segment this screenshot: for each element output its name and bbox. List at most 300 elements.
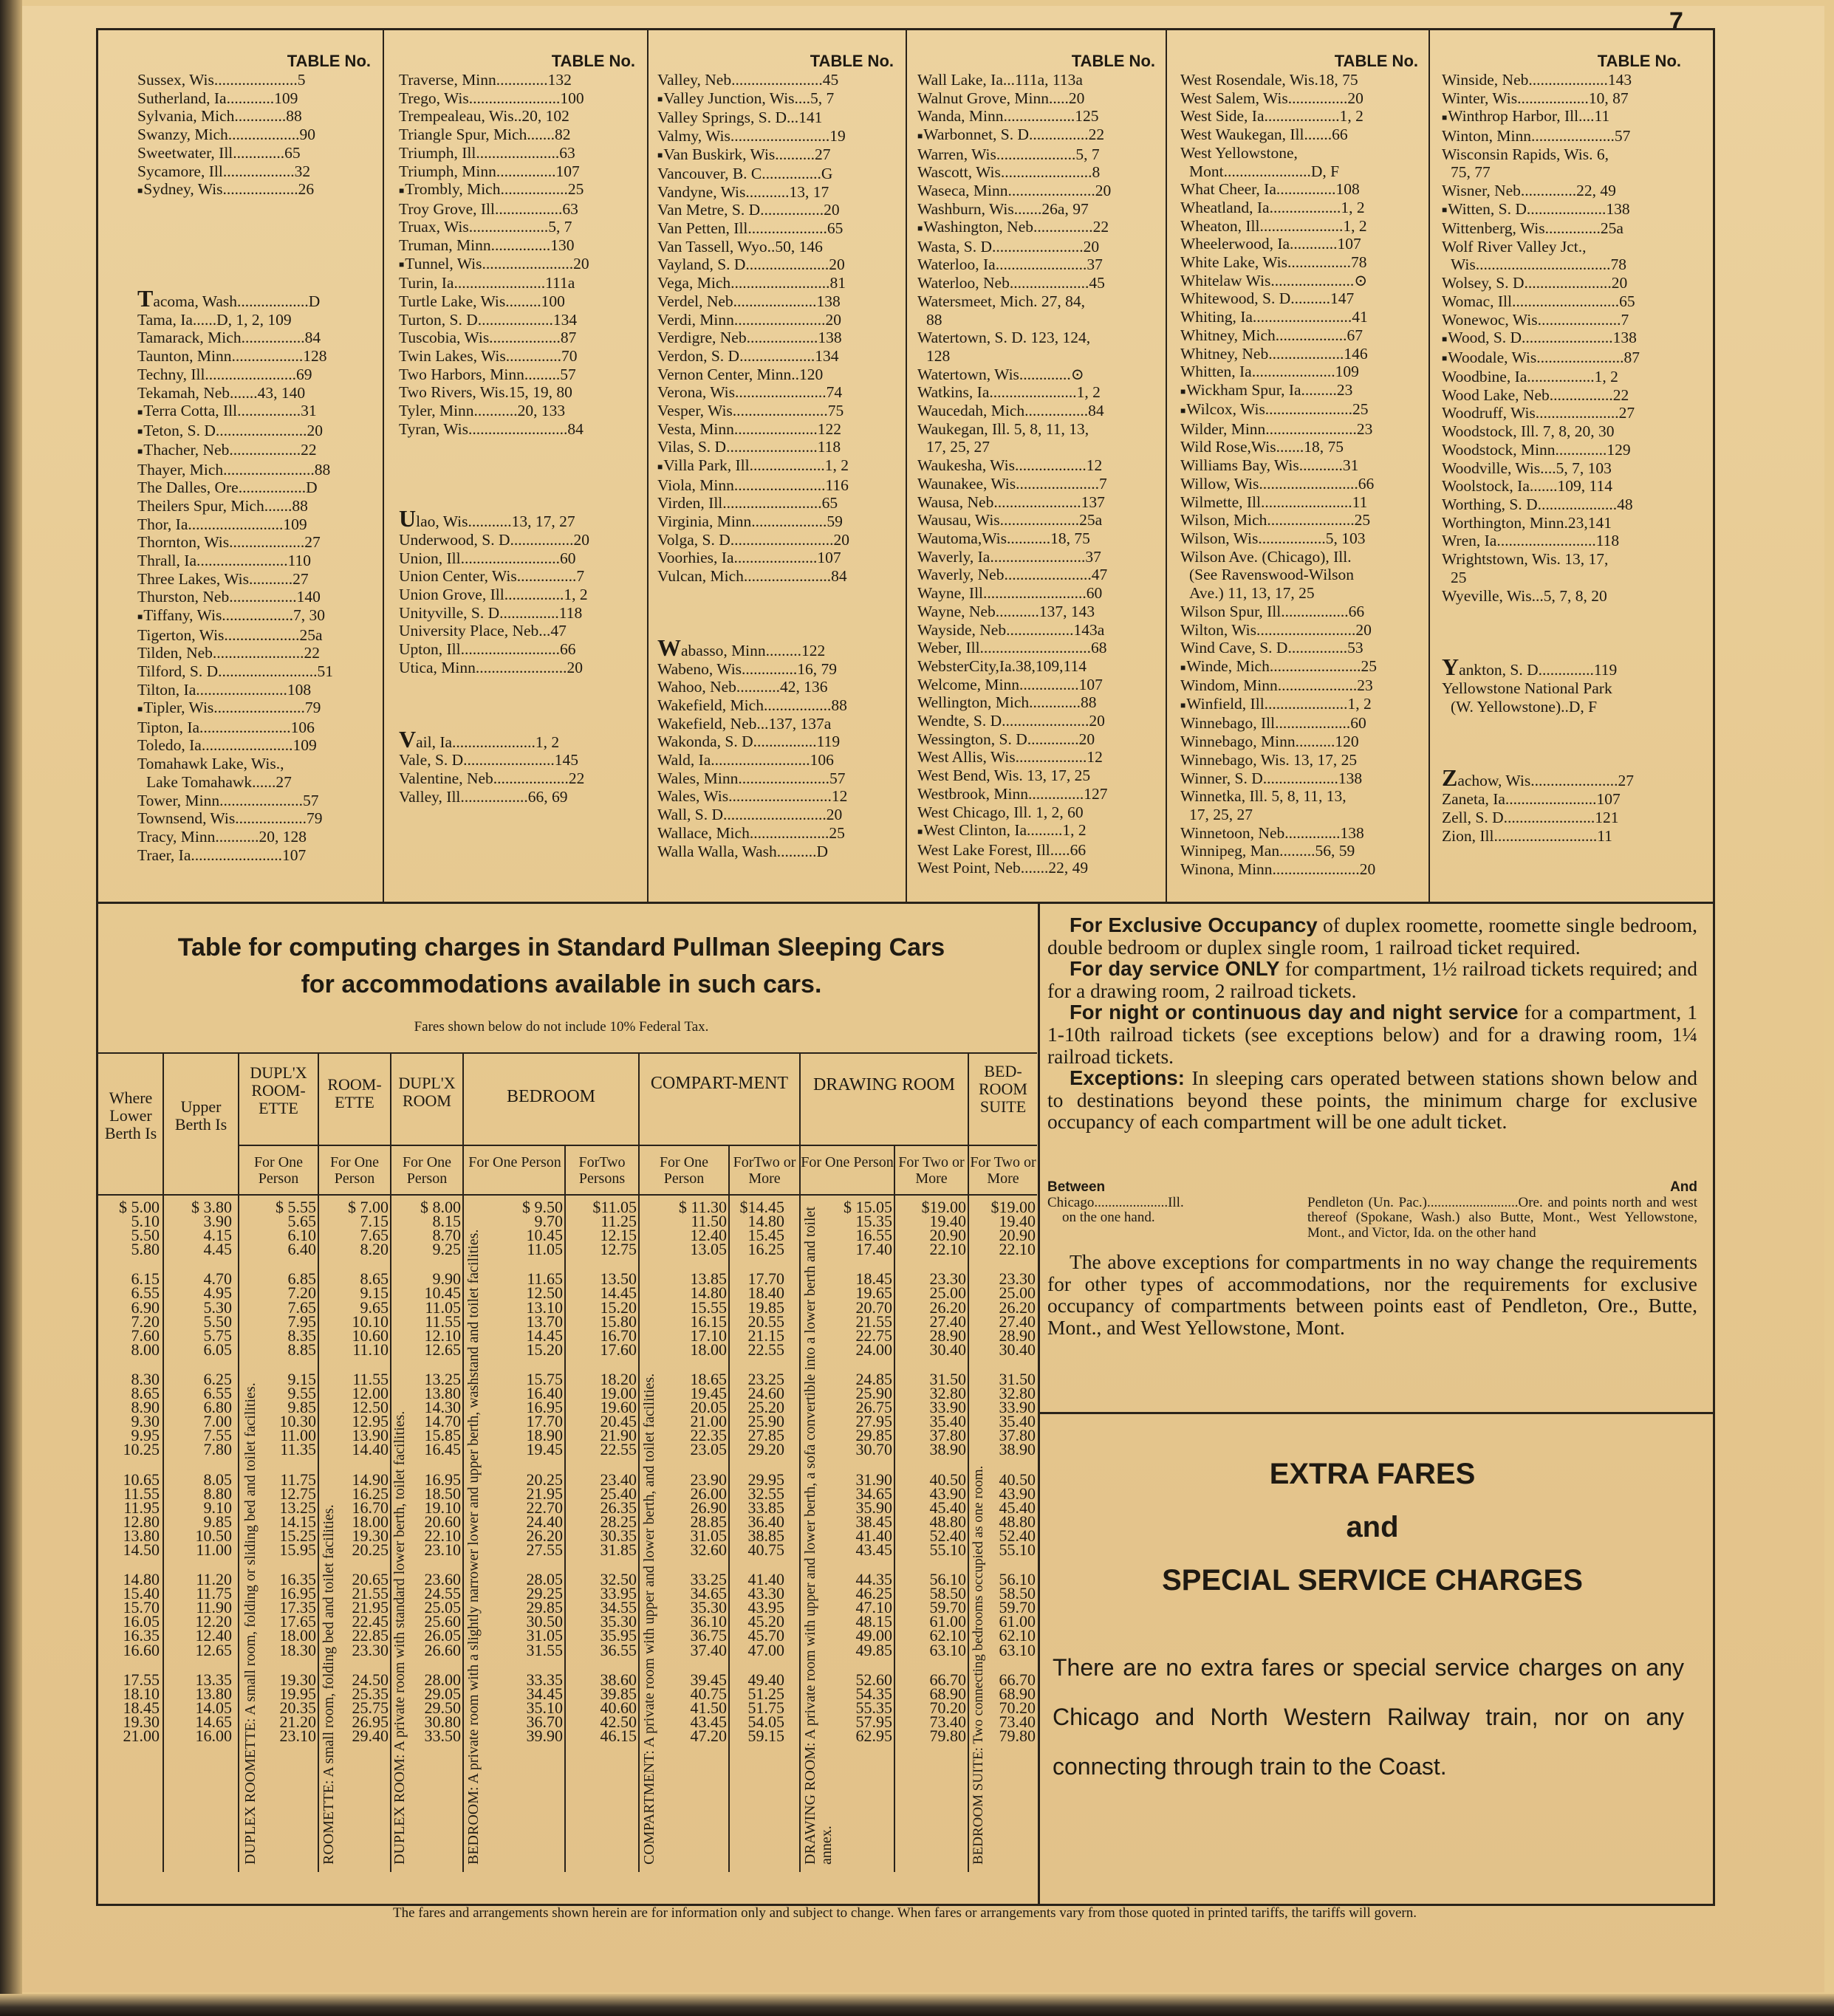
fare-cell: 22.10 <box>424 1526 461 1545</box>
station-entry: West Waukegan, Ill.......66 <box>1180 126 1348 144</box>
fare-cell: 9.25 <box>432 1240 461 1259</box>
col-duplex-room <box>408 1200 461 1758</box>
station-entry: Vesper, Wis........................75 <box>657 402 844 420</box>
fare-cell: 15.35 <box>855 1212 892 1231</box>
station-entry: Volga, S. D..........................20 <box>657 530 850 549</box>
station-entry: Trego, Wis.......................100 <box>399 89 584 107</box>
fare-cell: 16.40 <box>526 1384 563 1403</box>
fare-cell: 12.75 <box>600 1240 637 1259</box>
section-divider <box>96 902 1715 904</box>
fare-cell: 12.50 <box>352 1398 389 1417</box>
rule-text-day: for compartment, 1½ railroad tickets required; and for a drawing room, 2 railroad tickets. <box>1047 957 1697 1002</box>
fare-cell: 14.30 <box>424 1398 461 1417</box>
station-entry: Watertown, Wis.............⊙ <box>917 365 1084 383</box>
station-entry: Watersmeet, Mich. 27, 84, <box>917 292 1085 310</box>
fare-cell: 26.60 <box>424 1640 461 1659</box>
station-entry: Utica, Minn.......................20 <box>399 658 584 676</box>
fare-cell: 20.25 <box>526 1470 563 1489</box>
fare-cell: 54.35 <box>855 1684 892 1703</box>
fare-cell: 18.20 <box>600 1369 637 1388</box>
fare-cell: 59.15 <box>747 1727 784 1745</box>
station-entry: Wald, Ia.........................106 <box>657 751 834 769</box>
fare-cell: 46.25 <box>855 1584 892 1603</box>
station-entry: West Point, Neb.......22, 49 <box>917 859 1089 877</box>
station-entry: Mont......................D, F <box>1189 162 1340 180</box>
fare-cell: 66.70 <box>929 1670 966 1689</box>
fare-cell: 12.20 <box>195 1612 232 1631</box>
station-entry: Wausau, Wis....................25a <box>917 511 1103 529</box>
station-entry: ■ Van Buskirk, Wis..........27 <box>657 145 895 165</box>
fare-cell: 27.40 <box>999 1312 1036 1331</box>
exceptions-between-label: Between <box>1047 1179 1106 1195</box>
subheader-two-or-more: ForTwo or More <box>733 1154 796 1187</box>
fare-cell: 17.55 <box>123 1670 160 1689</box>
station-entry: West Side, Ia...................1, 2 <box>1180 107 1363 126</box>
extra-fares-line-2: and <box>1346 1511 1399 1543</box>
fare-cell: 32.80 <box>999 1384 1036 1403</box>
station-entry: Wanda, Minn..................125 <box>917 107 1099 126</box>
station-entry: Whitney, Mich..................67 <box>1180 326 1363 344</box>
fare-cell: 27.95 <box>855 1412 892 1431</box>
fare-cell: $19.00 <box>990 1198 1036 1216</box>
col-divider <box>906 28 907 902</box>
station-index-col-6 <box>1442 52 1683 897</box>
station-entry: ■ Valley Junction, Wis....5, 7 <box>657 89 895 109</box>
station-entry: Winnipeg, Man.........56, 59 <box>1180 842 1355 860</box>
station-entry: Thurston, Neb.................140 <box>137 588 321 606</box>
fare-cell: 19.45 <box>690 1384 727 1403</box>
fare-cell: 10.50 <box>195 1526 232 1545</box>
fare-cell: 55.10 <box>999 1540 1036 1559</box>
section-divider <box>1038 902 1040 1906</box>
station-entry: (See Ravenswood-Wilson <box>1189 566 1355 584</box>
fare-cell: 9.90 <box>432 1269 461 1289</box>
station-entry: Ulao, Wis...........13, 17, 27 <box>399 505 575 532</box>
fare-cell: 19.95 <box>279 1684 316 1703</box>
station-entry: Townsend, Wis..................79 <box>137 809 323 828</box>
fare-cell: 30.40 <box>999 1340 1036 1359</box>
fare-cell: 6.05 <box>203 1340 232 1359</box>
station-entry: Wren, Ia.........................118 <box>1442 532 1620 550</box>
fare-cell: 30.80 <box>424 1712 461 1731</box>
station-entry: Wilmette, Ill.......................11 <box>1180 493 1368 511</box>
fare-cell: 22.10 <box>999 1240 1036 1259</box>
station-entry: West Chicago, Ill. 1, 2, 60 <box>917 803 1084 821</box>
fare-cell: 58.50 <box>999 1584 1036 1603</box>
fare-cell: 18.65 <box>690 1369 727 1388</box>
fare-cell: 38.60 <box>600 1670 637 1689</box>
fare-cell: 15.95 <box>279 1540 316 1559</box>
fare-cell: 31.55 <box>526 1640 563 1659</box>
fare-cell: 23.30 <box>352 1640 389 1659</box>
fare-cell: 11.00 <box>196 1540 232 1559</box>
exceptions-right-text: Pendleton (Un. Pac.)..........................Ore. and points north and west thereof (Spokane, Wash.) also Butte, Mont., West Yellowstone, Mont., and Victor, Ida. on the other hand <box>1307 1194 1697 1241</box>
fare-cell: 15.40 <box>123 1584 160 1603</box>
fare-cell: 20.70 <box>855 1297 892 1317</box>
fare-cell: 17.70 <box>747 1269 784 1289</box>
fare-cell: 10.45 <box>424 1283 461 1303</box>
fare-cell: 20.55 <box>747 1312 784 1331</box>
station-index-col-3 <box>657 52 895 897</box>
station-entry: Wallace, Mich....................25 <box>657 823 845 842</box>
station-entry: Union, Ill.........................60 <box>399 549 576 567</box>
station-entry: Tama, Ia......D, 1, 2, 109 <box>137 310 292 329</box>
fare-cell: 35.40 <box>929 1412 966 1431</box>
fare-cell: 15.20 <box>600 1297 637 1317</box>
fare-cell: 19.30 <box>352 1526 389 1545</box>
station-entry: Vail, Ia.....................1, 2 <box>399 725 560 752</box>
fare-cell: 12.65 <box>195 1640 232 1659</box>
fare-cell: 59.70 <box>999 1598 1036 1617</box>
fare-cell: 11.35 <box>280 1440 316 1459</box>
station-entry: Warren, Wis....................5, 7 <box>917 145 1100 163</box>
fare-cell: 18.40 <box>747 1283 784 1303</box>
fare-cell: 26.20 <box>999 1297 1036 1317</box>
station-entry: Two Harbors, Minn.........57 <box>399 365 576 383</box>
fare-cell: $ 7.00 <box>348 1198 389 1216</box>
station-entry: Wellington, Mich.............88 <box>917 693 1097 712</box>
station-entry: Truax, Wis....................5, 7 <box>399 218 572 236</box>
station-entry: Tigerton, Wis...................25a <box>137 625 323 644</box>
fare-cell: 70.20 <box>999 1698 1036 1717</box>
fare-cell: 14.50 <box>123 1540 160 1559</box>
fare-cell: 40.75 <box>747 1540 784 1559</box>
fare-cell: 31.50 <box>999 1369 1036 1388</box>
fare-cell: 14.05 <box>195 1698 232 1717</box>
fare-cell: 11.05 <box>527 1240 563 1259</box>
fare-cell: 21.90 <box>600 1426 637 1445</box>
fare-cell: 37.40 <box>690 1640 727 1659</box>
fare-cell: 17.10 <box>690 1326 727 1345</box>
fare-cell: 36.10 <box>690 1612 727 1631</box>
fare-cell: 11.25 <box>601 1212 637 1231</box>
table-number-header: TABLE No. <box>1334 52 1418 70</box>
station-entry: Wausa, Neb......................137 <box>917 493 1105 511</box>
col-duplex-roomette <box>259 1200 316 1758</box>
fare-cell: 19.65 <box>855 1283 892 1303</box>
fare-cell: 43.45 <box>690 1712 727 1731</box>
fare-cell: 52.60 <box>855 1670 892 1689</box>
station-entry: West Yellowstone, <box>1180 143 1298 162</box>
fare-cell: 16.15 <box>690 1312 727 1331</box>
station-entry: Toledo, Ia.......................109 <box>137 736 317 755</box>
fare-cell: 35.10 <box>526 1698 563 1717</box>
fare-cell: 23.10 <box>424 1540 461 1559</box>
fare-cell: 61.00 <box>929 1612 966 1631</box>
col-compartment-two <box>730 1200 784 1758</box>
fare-cell: 23.40 <box>600 1470 637 1489</box>
station-entry: Wayne, Neb...........137, 143 <box>917 602 1095 620</box>
station-entry: Sylvania, Mich.............88 <box>137 107 302 126</box>
station-entry: Wall Lake, Ia...111a, 113a <box>917 71 1083 89</box>
fare-cell: 61.00 <box>999 1612 1036 1631</box>
station-entry: Van Metre, S. D................20 <box>657 201 840 219</box>
fare-cell: 7.00 <box>203 1412 232 1431</box>
station-entry: Van Tassell, Wyo..50, 146 <box>657 237 823 256</box>
fare-cell: 22.45 <box>352 1612 389 1631</box>
station-entry: ■ Winde, Mich.......................25 <box>1180 657 1420 676</box>
fare-cell: 20.60 <box>424 1512 461 1531</box>
fare-cell: 24.60 <box>747 1384 784 1403</box>
fare-cell: 7.95 <box>287 1312 316 1331</box>
fare-cell: 9.70 <box>534 1212 563 1231</box>
fare-cell: 16.95 <box>424 1470 461 1489</box>
fare-cell: 51.25 <box>747 1684 784 1703</box>
exceptions-and-label: And <box>1670 1179 1697 1195</box>
station-entry: Waukesha, Wis..................12 <box>917 456 1103 475</box>
station-entry: Tilford, S. D.........................51 <box>137 662 334 680</box>
fare-cell: 17.65 <box>279 1612 316 1631</box>
fare-cell: 5.50 <box>203 1312 232 1331</box>
fare-cell: 33.90 <box>929 1398 966 1417</box>
desc-bedroom: BEDROOM: A private room with a slightly narrower lower and upper berth, washstand and toilet facilities. <box>465 1229 482 1865</box>
fare-cell: 7.20 <box>131 1312 160 1331</box>
station-entry: Wales, Wis..........................12 <box>657 787 848 806</box>
fare-cell: 11.50 <box>691 1212 727 1231</box>
fare-cell: 29.40 <box>352 1727 389 1745</box>
desc-bedroom-suite: BEDROOM SUITE: Two connecting bedrooms occupied as one room. <box>971 1465 986 1865</box>
station-entry: Lake Tomahawk......27 <box>146 772 292 791</box>
fare-cell: 40.60 <box>600 1698 637 1717</box>
desc-duplex-room: DUPLEX ROOM: A private room with standard lower berth, toilet facilities. <box>391 1410 408 1865</box>
station-entry: Waverly, Neb......................47 <box>917 566 1108 584</box>
station-entry: Truman, Minn...............130 <box>399 236 575 255</box>
exceptions-left-note: on the one hand. <box>1062 1210 1155 1225</box>
fare-cell: 15.55 <box>690 1297 727 1317</box>
fare-cell: 26.90 <box>690 1498 727 1517</box>
footer-disclaimer: The fares and arrangements shown herein are for information only and subject to change. When fares or arrangements vary from those quoted in printed tariffs, the tariffs will govern. <box>392 1905 1417 1921</box>
fare-cell: 31.90 <box>855 1470 892 1489</box>
station-entry: Upton, Ill.........................66 <box>399 640 576 659</box>
station-entry: Triumph, Minn...............107 <box>399 162 580 180</box>
station-entry: Whiting, Ia.........................41 <box>1180 308 1368 326</box>
fare-cell: 49.00 <box>855 1626 892 1645</box>
station-entry: ■ Wickham Spur, Ia.........23 <box>1180 381 1420 400</box>
fare-cell: 16.55 <box>855 1226 892 1245</box>
fare-cell: 5.75 <box>203 1326 232 1345</box>
station-entry: Tilton, Ia.......................108 <box>137 680 312 699</box>
fare-cell: $ 5.00 <box>119 1198 160 1216</box>
fare-cell: 4.45 <box>203 1240 232 1259</box>
station-entry: Sycamore, Ill..................32 <box>137 162 311 180</box>
station-entry: Whitelaw Wis.....................⊙ <box>1180 271 1368 289</box>
fare-cell: 38.45 <box>855 1512 892 1531</box>
station-entry: Trempealeau, Wis..20, 102 <box>399 107 569 126</box>
fare-cell: 7.60 <box>131 1326 160 1345</box>
fare-cell: 30.35 <box>600 1526 637 1545</box>
fare-cell: 8.05 <box>203 1470 232 1489</box>
station-entry: Verdigre, Neb..................138 <box>657 329 842 347</box>
fare-cell: 37.80 <box>999 1426 1036 1445</box>
col-bedroom-one <box>483 1200 563 1758</box>
station-entry: Traer, Ia.......................107 <box>137 846 307 864</box>
station-entry: Winnebago, Ill...................60 <box>1180 714 1366 733</box>
fare-cell: 11.75 <box>280 1470 316 1489</box>
fare-cell: 33.50 <box>424 1727 461 1745</box>
fare-cell: 30.50 <box>526 1612 563 1631</box>
station-entry: Vilas, S. D.......................118 <box>657 438 841 456</box>
fare-cell: 5.80 <box>131 1240 160 1259</box>
fare-cell: 8.65 <box>360 1269 389 1289</box>
fare-cell: 6.55 <box>131 1283 160 1303</box>
station-entry: Whitewood, S. D..........147 <box>1180 289 1355 308</box>
station-entry: Traverse, Minn.............132 <box>399 71 572 89</box>
fare-cell: 19.40 <box>929 1212 966 1231</box>
fare-cell: 17.40 <box>855 1240 892 1259</box>
station-entry: ■ Tipler, Wis.......................79 <box>137 699 372 718</box>
station-entry: ■ Wilcox, Wis......................25 <box>1180 400 1420 419</box>
station-entry: Tacoma, Wash..................D <box>137 285 321 312</box>
station-entry: Turin, Ia.......................111a <box>399 274 575 292</box>
fare-cell: 17.70 <box>526 1412 563 1431</box>
station-entry: Wakefield, Neb...137, 137a <box>657 714 832 733</box>
station-entry: Womac, Ill...........................65 <box>1442 292 1635 310</box>
fare-cell: 33.95 <box>600 1584 637 1603</box>
fare-cell: 40.50 <box>929 1470 966 1489</box>
station-entry: Winter, Wis..................10, 87 <box>1442 89 1629 107</box>
extra-fares-body: There are no extra fares or special service charges on any Chicago and North Western Railway train, nor on any connecting through train to the Coast. <box>1053 1654 1684 1780</box>
station-entry: Wisner, Neb..............22, 49 <box>1442 181 1616 199</box>
station-entry: Wolsey, S. D......................20 <box>1442 274 1628 292</box>
station-entry: Winnetoon, Neb..............138 <box>1180 823 1364 842</box>
fare-cell: 62.10 <box>929 1626 966 1645</box>
station-entry: Wendte, S. D......................20 <box>917 712 1105 730</box>
fare-cell: $ 3.80 <box>191 1198 232 1216</box>
fare-cell: 43.90 <box>929 1484 966 1503</box>
station-entry: Yankton, S. D..............119 <box>1442 654 1618 681</box>
fare-cell: 15.85 <box>424 1426 461 1445</box>
fare-cell: 16.25 <box>352 1484 389 1503</box>
station-entry: Tekamah, Neb.......43, 140 <box>137 383 306 402</box>
station-entry: ■ West Clinton, Ia.........1, 2 <box>917 821 1157 840</box>
station-entry: Winnebago, Minn..........120 <box>1180 733 1359 751</box>
col-roomette <box>337 1200 389 1758</box>
station-entry: Triangle Spur, Mich.......82 <box>399 126 571 144</box>
station-entry: Verdel, Neb.....................138 <box>657 292 841 310</box>
station-entry: Turton, S. D...................134 <box>399 310 578 329</box>
fare-cell: 32.55 <box>747 1484 784 1503</box>
col-divider <box>383 28 384 902</box>
station-entry: Vulcan, Mich......................84 <box>657 567 847 586</box>
station-entry: ■ Winthrop Harbor, Ill....11 <box>1442 107 1683 126</box>
fare-cell: 14.70 <box>424 1412 461 1431</box>
fare-cell: $19.00 <box>921 1198 966 1216</box>
fare-cell: $ 8.00 <box>420 1198 461 1216</box>
fare-cell: 20.90 <box>999 1226 1036 1245</box>
station-entry: Vayland, S. D.....................20 <box>657 256 845 274</box>
station-entry: Woodbine, Ia.................1, 2 <box>1442 368 1618 386</box>
fare-cell: 6.40 <box>287 1240 316 1259</box>
binding-edge <box>0 0 22 2016</box>
station-entry: The Dalles, Ore.................D <box>137 479 318 497</box>
station-entry: Wis..................................78 <box>1451 256 1627 274</box>
station-entry: Triumph, Ill.....................63 <box>399 143 575 162</box>
station-entry: 128 <box>926 346 951 365</box>
fare-cell: 38.85 <box>747 1526 784 1545</box>
fare-cell: 48.80 <box>999 1512 1036 1531</box>
pullman-fare-table <box>97 1052 1037 1872</box>
header-upper-berth: Upper Berth Is <box>174 1097 227 1134</box>
fare-cell: 10.45 <box>526 1226 563 1245</box>
station-entry: Waterloo, Neb....................45 <box>917 274 1105 292</box>
fare-cell: 19.30 <box>279 1670 316 1689</box>
fare-cell: 10.60 <box>352 1326 389 1345</box>
station-entry: Taunton, Minn..................128 <box>137 347 327 366</box>
subheader-one-person: For One Person <box>468 1154 561 1170</box>
station-entry: ■ Terra Cotta, Ill................31 <box>137 402 372 421</box>
fare-cell: 62.95 <box>855 1727 892 1745</box>
station-entry: Tuscobia, Wis..................87 <box>399 329 577 347</box>
fare-cell: 52.40 <box>999 1526 1036 1545</box>
fare-cell: 79.80 <box>999 1727 1036 1745</box>
fare-cell: 23.90 <box>690 1470 727 1489</box>
fare-cell: 18.45 <box>855 1269 892 1289</box>
section-divider <box>1040 1412 1715 1414</box>
station-entry: 88 <box>926 310 942 329</box>
fare-cell: 58.50 <box>929 1584 966 1603</box>
fare-cell: 16.95 <box>279 1584 316 1603</box>
fare-cell: 49.40 <box>747 1670 784 1689</box>
fare-cell: 14.80 <box>690 1283 727 1303</box>
fare-cell: 8.20 <box>360 1240 389 1259</box>
station-entry: Wisconsin Rapids, Wis. 6, <box>1442 145 1609 163</box>
fare-cell: 28.05 <box>526 1570 563 1589</box>
station-entry: Unityville, S. D...............118 <box>399 603 583 622</box>
fare-cell: 31.85 <box>600 1540 637 1559</box>
fare-cell: 9.30 <box>131 1412 160 1431</box>
station-entry: What Cheer, Ia...............108 <box>1180 180 1360 199</box>
fare-cell: 22.35 <box>690 1426 727 1445</box>
fare-cell: 35.40 <box>999 1412 1036 1431</box>
fare-cell: 26.20 <box>526 1526 563 1545</box>
fare-cell: 63.10 <box>999 1640 1036 1659</box>
fare-cell: 27.55 <box>526 1540 563 1559</box>
rule-heading-night: For night or continuous day and night service <box>1070 1001 1519 1024</box>
station-entry: Wahoo, Neb...........42, 136 <box>657 678 828 696</box>
table-number-header: TABLE No. <box>1071 52 1155 70</box>
col-compartment-one <box>659 1200 727 1758</box>
fare-cell: 36.40 <box>747 1512 784 1531</box>
station-entry: Wabasso, Minn.........122 <box>657 634 826 661</box>
fare-cell: 23.30 <box>999 1269 1036 1289</box>
fare-cell: 48.80 <box>929 1512 966 1531</box>
fare-cell: 22.85 <box>352 1626 389 1645</box>
station-entry: Wind Cave, S. D...............53 <box>1180 639 1363 657</box>
fare-cell: 19.85 <box>747 1297 784 1317</box>
rule-heading-day: For day service ONLY <box>1070 957 1280 981</box>
station-entry: Woolstock, Ia.......109, 114 <box>1442 477 1612 496</box>
rule-text-exclusive: of duplex roomette, roomette single bedroom, double bedroom or duplex single room, 1 railroad ticket required. <box>1047 913 1697 959</box>
fare-cell: 45.20 <box>747 1612 784 1631</box>
fare-cell: 16.05 <box>123 1612 160 1631</box>
station-entry: Van Petten, Ill....................65 <box>657 219 844 238</box>
fare-cell: 4.15 <box>203 1226 232 1245</box>
station-entry: ■ Washington, Neb...............22 <box>917 218 1157 237</box>
fare-cell: 8.00 <box>131 1340 160 1359</box>
fare-cell: 35.30 <box>600 1612 637 1631</box>
fare-cell: 23.60 <box>424 1570 461 1589</box>
station-entry: Zaneta, Ia.......................107 <box>1442 790 1621 809</box>
fare-cell: 9.95 <box>131 1426 160 1445</box>
desc-compartment: COMPARTMENT: A private room with upper and lower berth, and toilet facilities. <box>641 1373 657 1865</box>
fare-cell: 43.30 <box>747 1584 784 1603</box>
fare-cell: 33.35 <box>526 1670 563 1689</box>
station-entry: Tyran, Wis.........................84 <box>399 419 584 438</box>
fare-cell: 14.65 <box>195 1712 232 1731</box>
fare-cell: 70.20 <box>929 1698 966 1717</box>
exceptions-closing: The above exceptions for compartments in no way change the requirements for other types of accommodations, nor the requirements for exclusive occupancy of compartments between points east of Pendleton, Ore., Butte, Mont., and West Yellowstone, Mont. <box>1047 1250 1697 1339</box>
fare-cell: 45.70 <box>747 1626 784 1645</box>
